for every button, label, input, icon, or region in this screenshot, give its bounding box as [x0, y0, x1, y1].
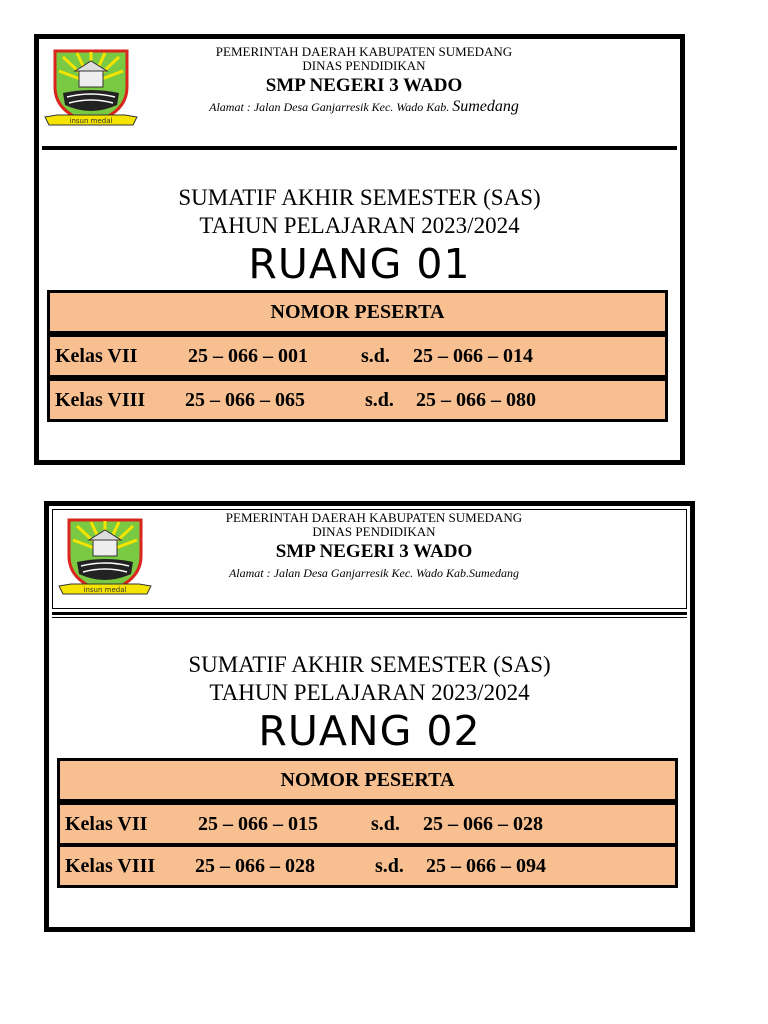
address-city: Sumedang	[469, 566, 520, 580]
school-address	[199, 564, 549, 582]
table-row-kelas-vii	[47, 334, 668, 378]
school-address	[189, 98, 539, 116]
room-number: RUANG 02	[258, 707, 481, 755]
address-text: Alamat : Jalan Desa Ganjarresik Kec. Wado Kab	[209, 100, 447, 114]
class-label: Kelas VII	[55, 345, 138, 367]
letterhead	[189, 45, 539, 116]
range-separator: s.d.	[371, 813, 400, 835]
range-start: 25 – 066 – 001	[188, 345, 308, 367]
school-name: SMP NEGERI 3 WADO	[265, 75, 463, 96]
letterhead	[199, 511, 549, 582]
letterhead-divider-thin	[52, 617, 687, 618]
logo-banner-text: insun medal	[83, 586, 127, 594]
table-header: NOMOR PESERTA	[47, 290, 668, 334]
letterhead-divider	[42, 146, 677, 150]
room-card-02	[44, 501, 695, 932]
range-start: 25 – 066 – 015	[198, 813, 318, 835]
address-dot: .	[466, 566, 470, 580]
table-row-kelas-viii	[57, 844, 678, 888]
exam-title: SUMATIF AKHIR SEMESTER (SAS)	[178, 185, 541, 210]
department-name: DINAS PENDIDIKAN	[302, 58, 426, 73]
range-separator: s.d.	[375, 855, 404, 877]
class-label: Kelas VII	[65, 813, 148, 835]
address-dot: .	[446, 100, 453, 114]
range-end: 25 – 066 – 094	[426, 855, 546, 877]
address-city: Sumedang	[452, 98, 519, 115]
range-separator: s.d.	[361, 345, 390, 367]
table-header: NOMOR PESERTA	[57, 758, 678, 802]
logo-banner-text: insun medal	[69, 117, 113, 125]
address-text: Alamat : Jalan Desa Ganjarresik Kec. Wado Kab	[228, 566, 467, 580]
table-row-kelas-vii	[57, 802, 678, 846]
table-row-kelas-viii	[47, 378, 668, 422]
class-label: Kelas VIII	[65, 855, 156, 877]
sumedang-emblem-logo	[57, 512, 153, 596]
letterhead-divider	[52, 612, 687, 615]
range-end: 25 – 066 – 028	[423, 813, 543, 835]
range-separator: s.d.	[365, 389, 394, 411]
government-name: PEMERINTAH DAERAH KABUPATEN SUMEDANG	[215, 44, 513, 59]
department-name: DINAS PENDIDIKAN	[312, 524, 436, 539]
range-end: 25 – 066 – 080	[416, 389, 536, 411]
room-card-01	[34, 34, 685, 465]
school-name: SMP NEGERI 3 WADO	[275, 541, 473, 562]
exam-title: SUMATIF AKHIR SEMESTER (SAS)	[188, 652, 551, 677]
academic-year: TAHUN PELAJARAN 2023/2024	[199, 213, 520, 238]
government-name: PEMERINTAH DAERAH KABUPATEN SUMEDANG	[225, 510, 523, 525]
sumedang-emblem-logo	[43, 43, 139, 127]
range-start: 25 – 066 – 065	[185, 389, 305, 411]
class-label: Kelas VIII	[55, 389, 146, 411]
range-end: 25 – 066 – 014	[413, 345, 533, 367]
academic-year: TAHUN PELAJARAN 2023/2024	[209, 680, 530, 705]
room-number: RUANG 01	[248, 240, 471, 288]
range-start: 25 – 066 – 028	[195, 855, 315, 877]
